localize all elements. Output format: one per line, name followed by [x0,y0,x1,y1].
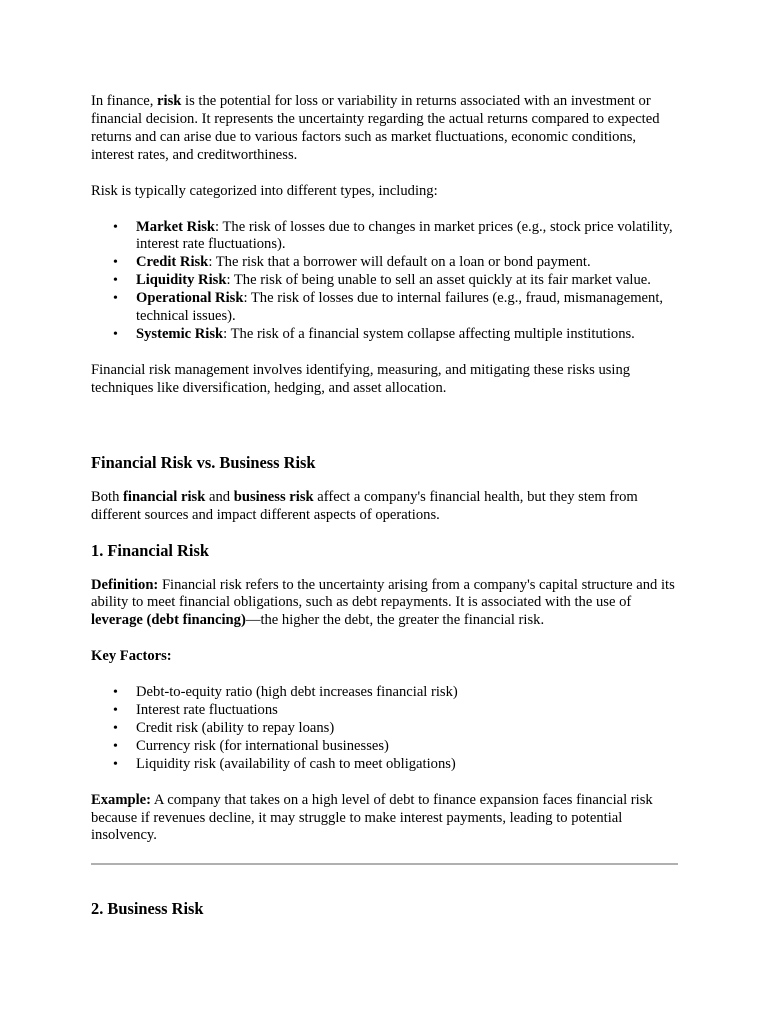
risk-type-term: Liquidity Risk [136,272,227,289]
leverage-term: leverage (debt financing) [91,612,246,629]
risk-type-term: Systemic Risk [136,325,224,342]
definition-text: Financial risk refers to the uncertainty arising from a company's capital structure and its ability to meet financial obligations, such as debt repayments. It is associated with the use of [91,576,675,611]
comparison-text: and [205,488,234,505]
definition-label: Definition: [91,576,159,593]
risk-types-list [91,219,681,344]
risk-type-desc: : The risk that a borrower will default on a loan or bond payment. [208,254,591,271]
bullet-icon: • [113,273,118,289]
list-item [113,272,681,290]
bullet-icon: • [113,720,118,736]
comparison-text: affect a company's financial health, but they stem from different sources and impact different aspects of operations. [91,488,638,523]
bullet-icon: • [113,756,118,772]
comparison-text: Both [91,488,124,505]
key-factors-list [91,684,681,774]
risk-type-term: Operational Risk [136,290,244,307]
example-text: A company that takes on a high level of debt to finance expansion faces financial risk because if revenues decline, it may struggle to make interest payments, leading to potential insolvency. [91,791,653,844]
intro-text-rest: is the potential for loss or variability in returns associated with an investment or financial decision. It represents the uncertainty regarding the actual returns compared to expected returns and can arise due to various factors such as market fluctuations, economic conditions, interest rates, and creditworthiness. [91,93,660,163]
bullet-icon: • [113,291,118,307]
factor-text: Currency risk (for international businesses) [136,737,389,754]
list-item [113,325,681,344]
bullet-icon: • [113,738,118,754]
bullet-icon: • [113,685,118,701]
example-paragraph [91,792,681,846]
bullet-icon: • [113,326,118,342]
risk-types-intro: Risk is typically categorized into different types, including: [91,182,438,199]
bullet-icon: • [113,219,118,235]
risk-type-desc: : The risk of a financial system collapse affecting multiple institutions. [223,325,635,342]
bullet-icon: • [113,703,118,719]
list-item [113,737,681,756]
financial-risk-heading: 1. Financial Risk [91,540,209,560]
list-item [113,290,681,326]
list-item [113,684,681,702]
risk-type-term: Credit Risk [136,254,209,271]
risk-type-desc: : The risk of losses due to internal failures (e.g., fraud, mismanagement, technical issues). [136,290,664,325]
intro-paragraph [91,93,681,165]
business-risk-term: business risk [233,488,314,505]
risk-type-desc: : The risk of losses due to changes in market prices (e.g., stock price volatility, interest rate fluctuations). [136,218,673,253]
bullet-icon: • [113,255,118,271]
business-risk-heading: 2. Business Risk [91,899,204,919]
document-page [91,93,681,919]
intro-text-prefix: In finance, [91,93,158,109]
list-item [113,755,681,774]
risk-type-desc: : The risk of being unable to sell an asset quickly at its fair market value. [226,272,651,289]
risk-management-paragraph: Financial risk management involves identifying, measuring, and mitigating these risks using techniques like diversification, hedging, and asset allocation. [91,361,631,396]
risk-type-term: Market Risk [136,218,216,235]
comparison-paragraph [91,489,681,525]
key-factors-text: Key Factors: [91,648,172,665]
list-item [113,218,681,255]
list-item [113,719,681,738]
comparison-heading: Financial Risk vs. Business Risk [91,452,316,472]
definition-paragraph [91,577,681,631]
intro-risk-term: risk [157,93,182,109]
factor-text: Debt-to-equity ratio (high debt increases financial risk) [136,684,458,701]
definition-tail: —the higher the debt, the greater the financial risk. [245,612,545,629]
key-factors-label [91,648,681,666]
example-label: Example: [91,791,151,808]
list-item [113,254,681,272]
factor-text: Interest rate fluctuations [136,702,278,719]
list-item [113,702,681,720]
financial-risk-term: financial risk [123,488,206,505]
factor-text: Liquidity risk (availability of cash to meet obligations) [136,755,456,772]
factor-text: Credit risk (ability to repay loans) [136,719,335,736]
